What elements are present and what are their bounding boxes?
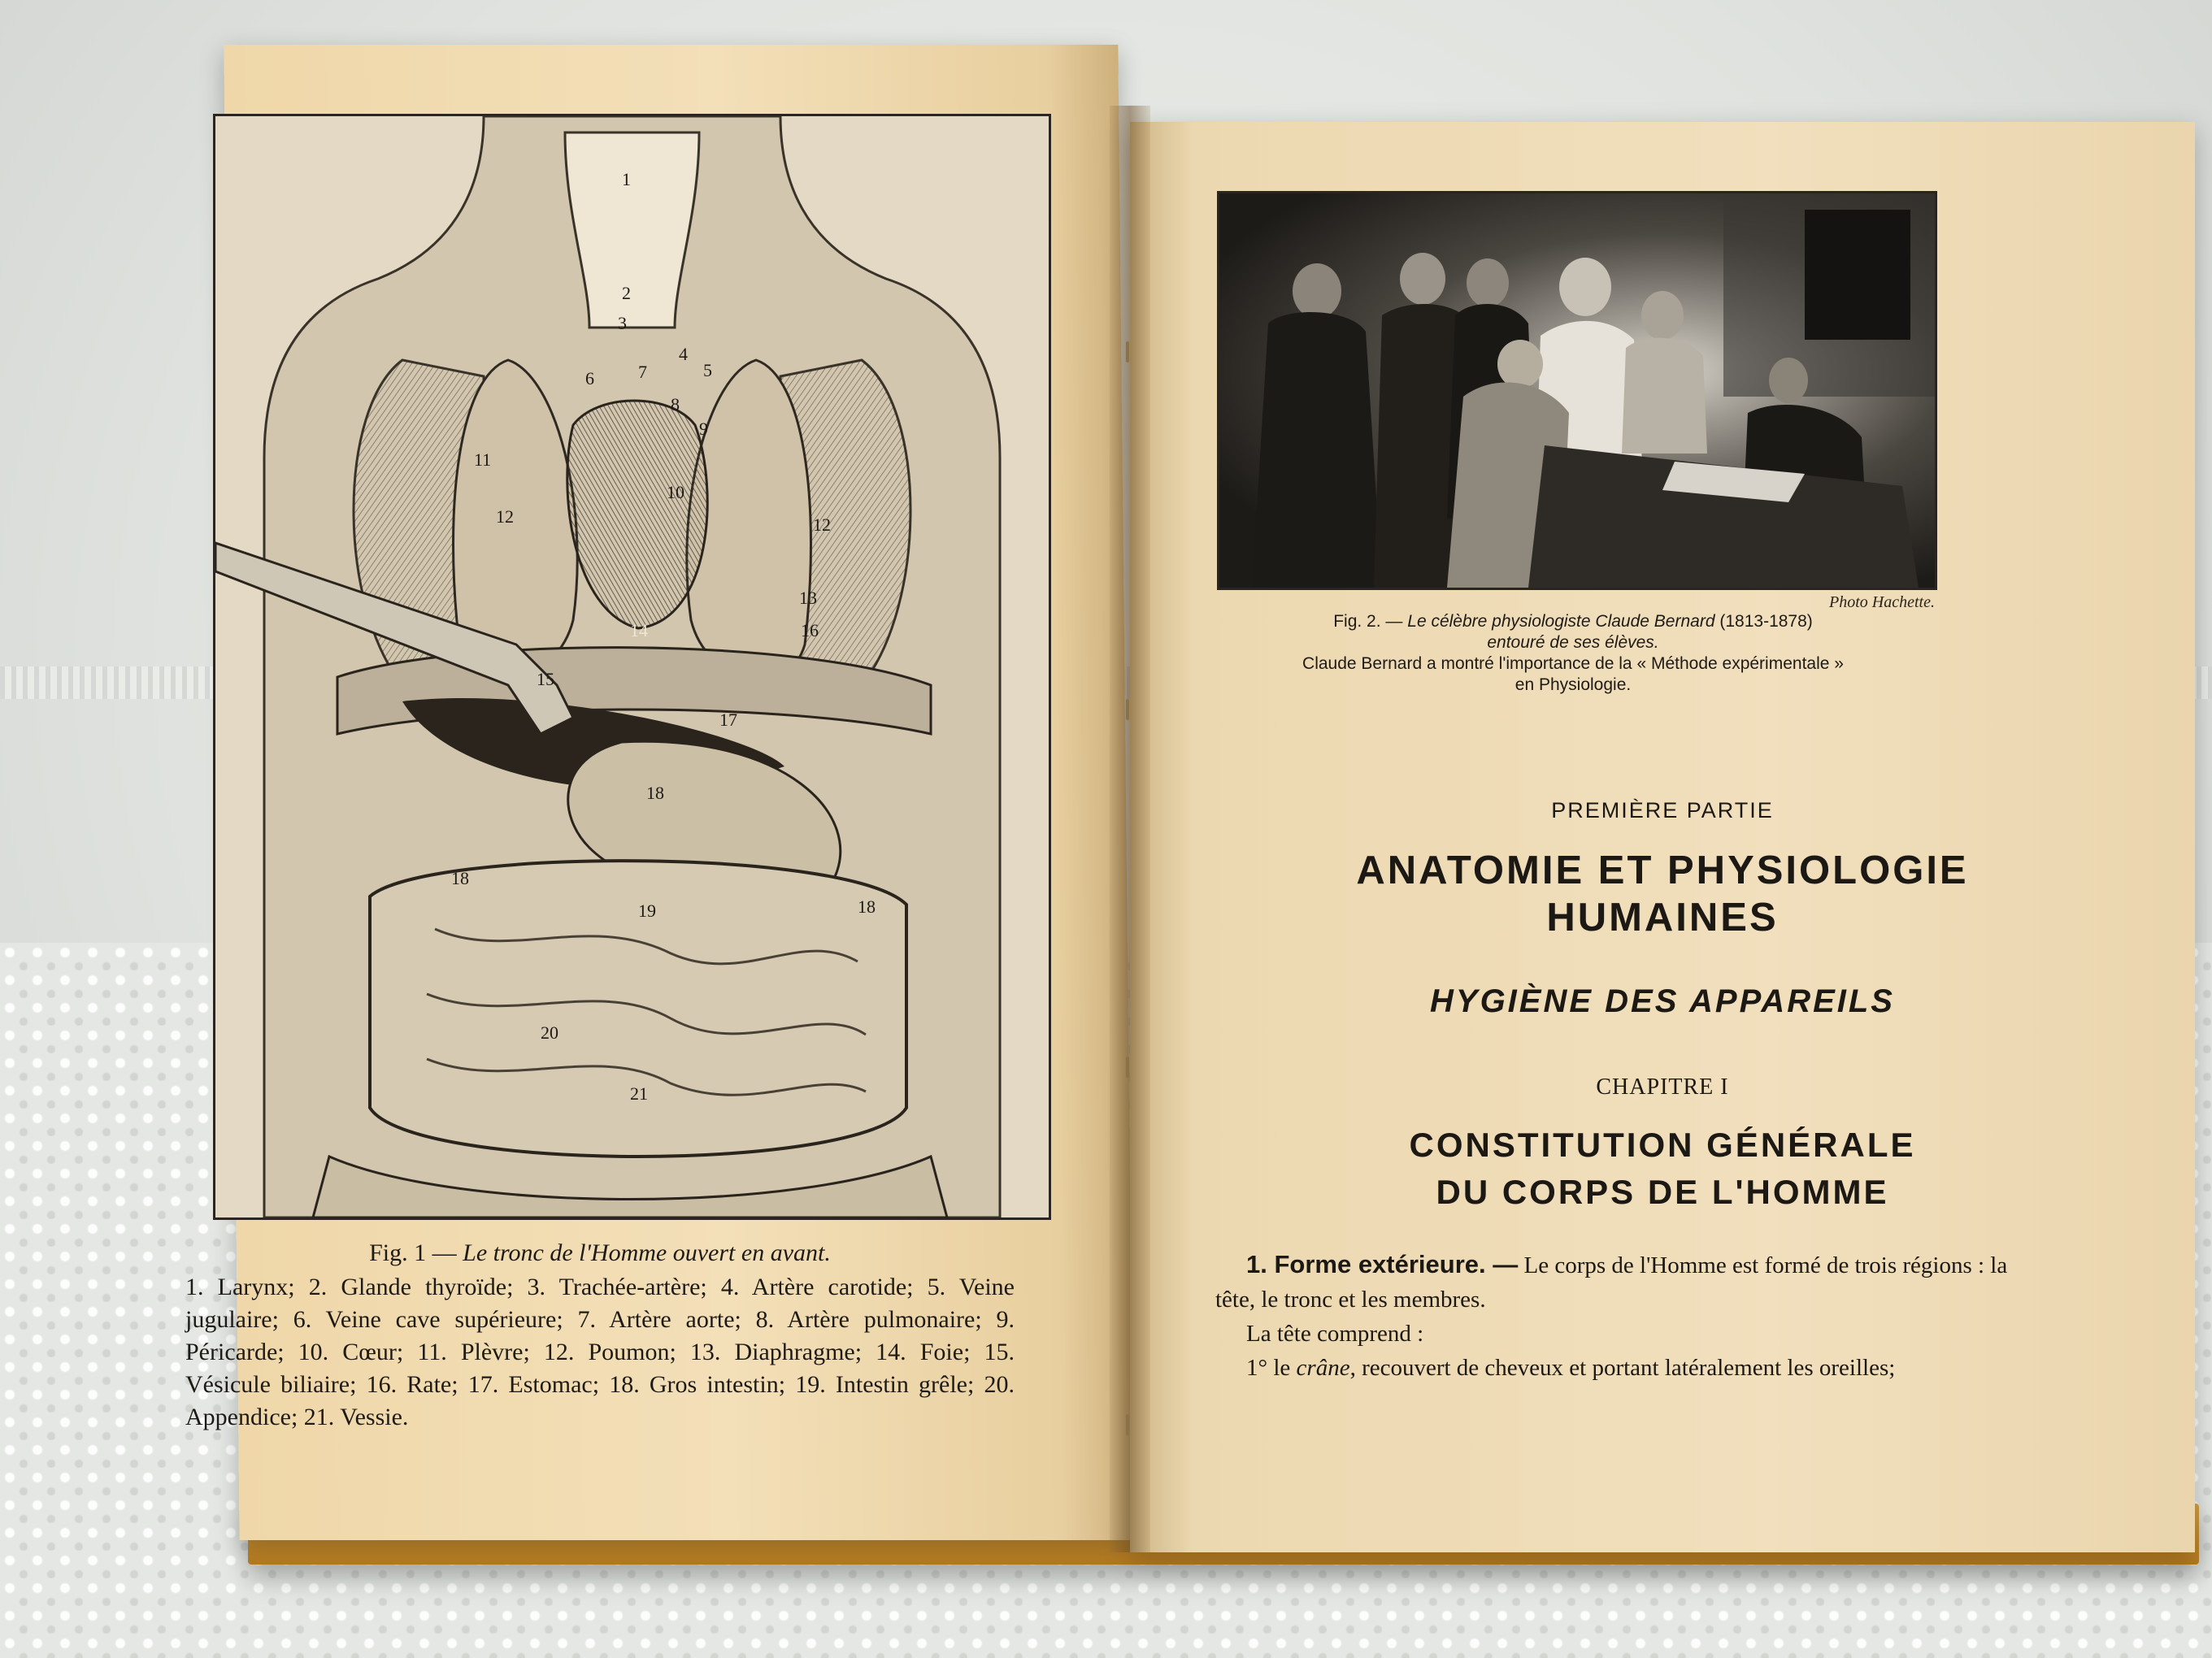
fig-label: 1 xyxy=(622,169,631,189)
fig-label: 6 xyxy=(585,368,594,388)
chapter-title-line-2: DU CORPS DE L'HOMME xyxy=(1436,1173,1889,1211)
fig1-number: Fig. 1 — xyxy=(369,1239,457,1266)
fig-label: 18 xyxy=(858,896,876,917)
chapter-title xyxy=(1130,1122,2195,1216)
main-title xyxy=(1130,847,2195,941)
fig2-line-4: en Physiologie. xyxy=(1515,675,1632,694)
fig2-line-2: entouré de ses élèves. xyxy=(1487,633,1659,652)
anatomy-illustration xyxy=(213,114,1051,1220)
fig-label: 2 xyxy=(622,283,631,303)
section-text-3-pre: 1° le xyxy=(1246,1355,1291,1381)
main-title-line-2: HUMAINES xyxy=(1546,896,1779,940)
paragraph-3 xyxy=(1215,1351,2036,1385)
fig-label: 17 xyxy=(719,710,737,730)
fig-label: 12 xyxy=(813,514,831,535)
photo-scene xyxy=(1219,193,1935,588)
binding-stitch xyxy=(1126,699,1129,720)
fig-label: 12 xyxy=(496,506,514,527)
fig-label: 15 xyxy=(537,669,554,689)
part-heading: PREMIÈRE PARTIE xyxy=(1551,798,1774,822)
fig2-italic: Le célèbre physiologiste Claude Bernard xyxy=(1407,612,1715,631)
fig-label: 4 xyxy=(679,344,688,364)
fig2-number: Fig. 2. — xyxy=(1333,612,1403,631)
fig2-dates: (1813-1878) xyxy=(1719,612,1813,631)
fig-label: 18 xyxy=(451,868,469,888)
section-lead: 1. Forme extérieure. — xyxy=(1246,1250,1519,1278)
fig-label: 10 xyxy=(667,482,684,502)
fig-label: 3 xyxy=(618,313,627,333)
chapter-title-line-1: CONSTITUTION GÉNÉRALE xyxy=(1409,1126,1916,1164)
fig-label: 16 xyxy=(801,620,819,640)
fig-label: 18 xyxy=(646,783,664,803)
fig1-title-text: Le tronc de l'Homme ouvert en avant. xyxy=(463,1239,831,1266)
paragraph-1 xyxy=(1215,1248,2036,1317)
body-text xyxy=(1215,1248,2036,1385)
section-text-1: Le corps de l'Homme est formé de trois régions : la tête, le tronc et les membres. xyxy=(1215,1252,2008,1313)
fig-label: 8 xyxy=(671,394,680,414)
fig-label: 13 xyxy=(799,588,817,608)
fig2-line-1 xyxy=(1195,611,1951,632)
fig-label: 11 xyxy=(474,449,492,470)
fig-label: 9 xyxy=(699,419,708,439)
main-title-line-1: ANATOMIE ET PHYSIOLOGIE xyxy=(1356,849,1969,892)
subtitle: HYGIÈNE DES APPAREILS xyxy=(1430,983,1895,1019)
fig-label: 21 xyxy=(630,1083,648,1104)
figure-2-caption xyxy=(1195,611,1951,696)
fig2-line-3: Claude Bernard a montré l'importance de la « Méthode expérimentale » xyxy=(1302,654,1844,673)
fig-label: 20 xyxy=(541,1022,558,1043)
claude-bernard-photo xyxy=(1217,191,1937,590)
figure-1-caption xyxy=(185,1237,1015,1434)
book-gutter xyxy=(1110,106,1150,1552)
photo-credit: Photo Hachette. xyxy=(1829,593,1935,611)
binding-stitch xyxy=(1126,1414,1129,1435)
figure-1-title xyxy=(185,1237,1015,1270)
fig-label: 14 xyxy=(630,620,648,640)
section-text-3-post: , recouvert de cheveux et portant latéralement les oreilles; xyxy=(1349,1355,1896,1381)
binding-stitch xyxy=(1126,341,1129,362)
chapter-number: CHAPITRE I xyxy=(1596,1074,1729,1100)
binding-stitch xyxy=(1126,1057,1129,1078)
fig-label: 7 xyxy=(638,362,647,382)
torso-engraving xyxy=(215,116,1049,1217)
figure-1-legend: 1. Larynx; 2. Glande thyroïde; 3. Trachée-artère; 4. Artère carotide; 5. Veine jugulaire; 6. Veine cave supérieure; 7. Artère aorte; 8. Artère pulmonaire; 9. Péricarde; 10. Cœur; 11. Plèvre; 12. Poumon; 13. Diaphragme; 14. Foie; 15. Vésicule biliaire; 16. Rate; 17. Estomac; 18. Gros intestin; 19. Intestin grêle; 20. Appendice; 21. Vessie. xyxy=(185,1274,1015,1430)
fig-label: 5 xyxy=(703,360,712,380)
fig-label: 19 xyxy=(638,901,656,921)
paragraph-2: La tête comprend : xyxy=(1246,1321,1424,1347)
section-text-3-italic: crâne xyxy=(1296,1355,1350,1381)
